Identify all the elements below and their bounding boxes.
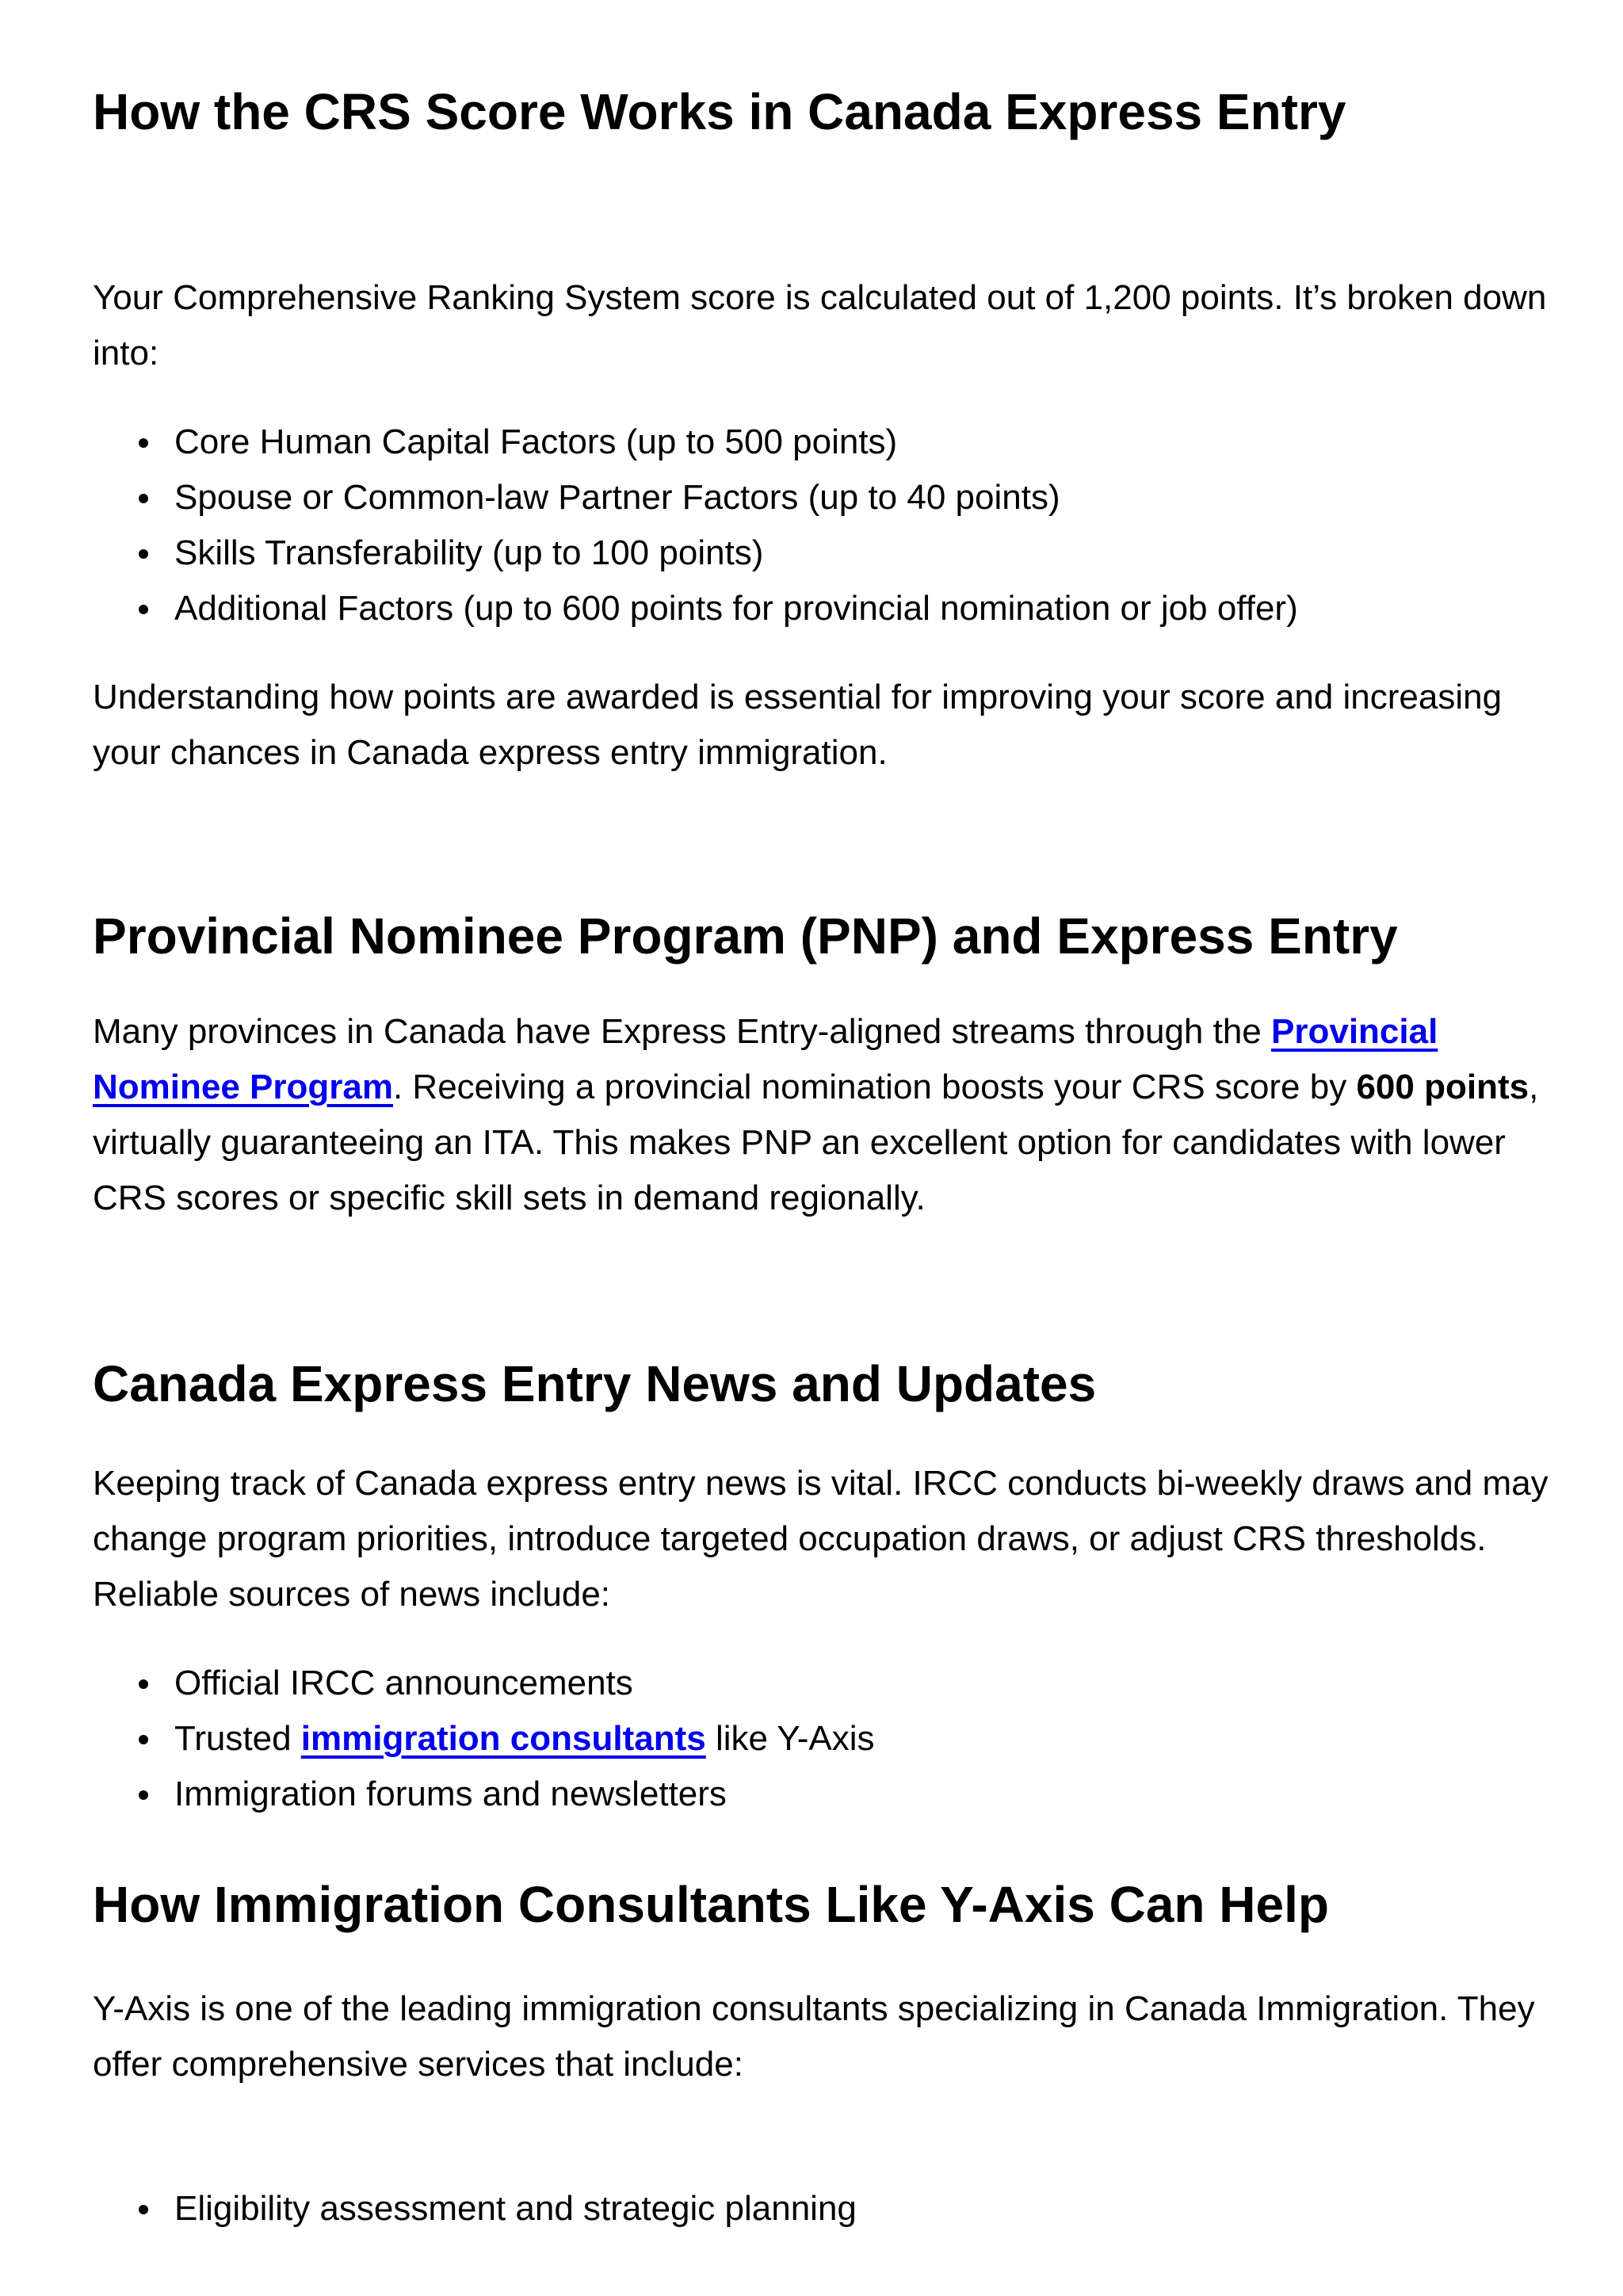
- list-item: Official IRCC announcements: [93, 1656, 1551, 1711]
- help-services-list: [93, 2181, 1551, 2237]
- list-item: [93, 1711, 1551, 1767]
- crs-heading: How the CRS Score Works in Canada Express Entry: [93, 83, 1346, 140]
- list-item: Immigration forums and newsletters: [93, 1767, 1551, 1822]
- provincial-nominee-program-link[interactable]: Provincial Nominee Program: [93, 1012, 1438, 1106]
- crs-outro-paragraph: Understanding how points are awarded is essential for improving your score and increasing your chances in Canada express entry immigration.: [93, 678, 1503, 772]
- pnp-paragraph: [93, 1004, 1551, 1226]
- list-item: Skills Transferability (up to 100 points): [93, 525, 1551, 581]
- list-item: Eligibility assessment and strategic planning: [93, 2181, 1551, 2237]
- list-item: Additional Factors (up to 600 points for provincial nomination or job offer): [93, 581, 1551, 636]
- list-item-prefix: Trusted: [174, 1719, 301, 1758]
- list-item-suffix: like Y-Axis: [705, 1719, 875, 1758]
- help-intro-paragraph: Y-Axis is one of the leading immigration consultants specializing in Canada Immigration. They offer comprehensive services that include:: [93, 1989, 1535, 2084]
- pnp-text-middle: . Receiving a provincial nomination boosts your CRS score by: [392, 1068, 1357, 1106]
- news-sources-list: [93, 1656, 1551, 1822]
- pnp-heading: Provincial Nominee Program (PNP) and Express Entry: [93, 907, 1398, 965]
- crs-factors-list: [93, 415, 1551, 636]
- pnp-text-start: Many provinces in Canada have Express Entry-aligned streams through the: [93, 1012, 1271, 1051]
- news-intro-paragraph: Keeping track of Canada express entry news is vital. IRCC conducts bi-weekly draws and may change program priorities, introduce targeted occupation draws, or adjust CRS thresholds. Reliable sources of news include:: [93, 1464, 1549, 1614]
- list-item: Core Human Capital Factors (up to 500 points): [93, 415, 1551, 470]
- pnp-points-bold: 600 points: [1356, 1068, 1529, 1106]
- pnp-text-end: , virtually guaranteeing an ITA. This makes PNP an excellent option for candidates with lower CRS scores or specific skill sets in demand regionally.: [93, 1068, 1539, 1217]
- crs-intro-paragraph: Your Comprehensive Ranking System score is calculated out of 1,200 points. It’s broken down into:: [93, 278, 1547, 372]
- immigration-consultants-link[interactable]: immigration consultants: [300, 1719, 706, 1758]
- article-body: [93, 0, 1551, 2237]
- list-item: Spouse or Common-law Partner Factors (up to 40 points): [93, 470, 1551, 525]
- help-heading: How Immigration Consultants Like Y-Axis Can Help: [93, 1876, 1329, 1933]
- news-heading: Canada Express Entry News and Updates: [93, 1355, 1097, 1412]
